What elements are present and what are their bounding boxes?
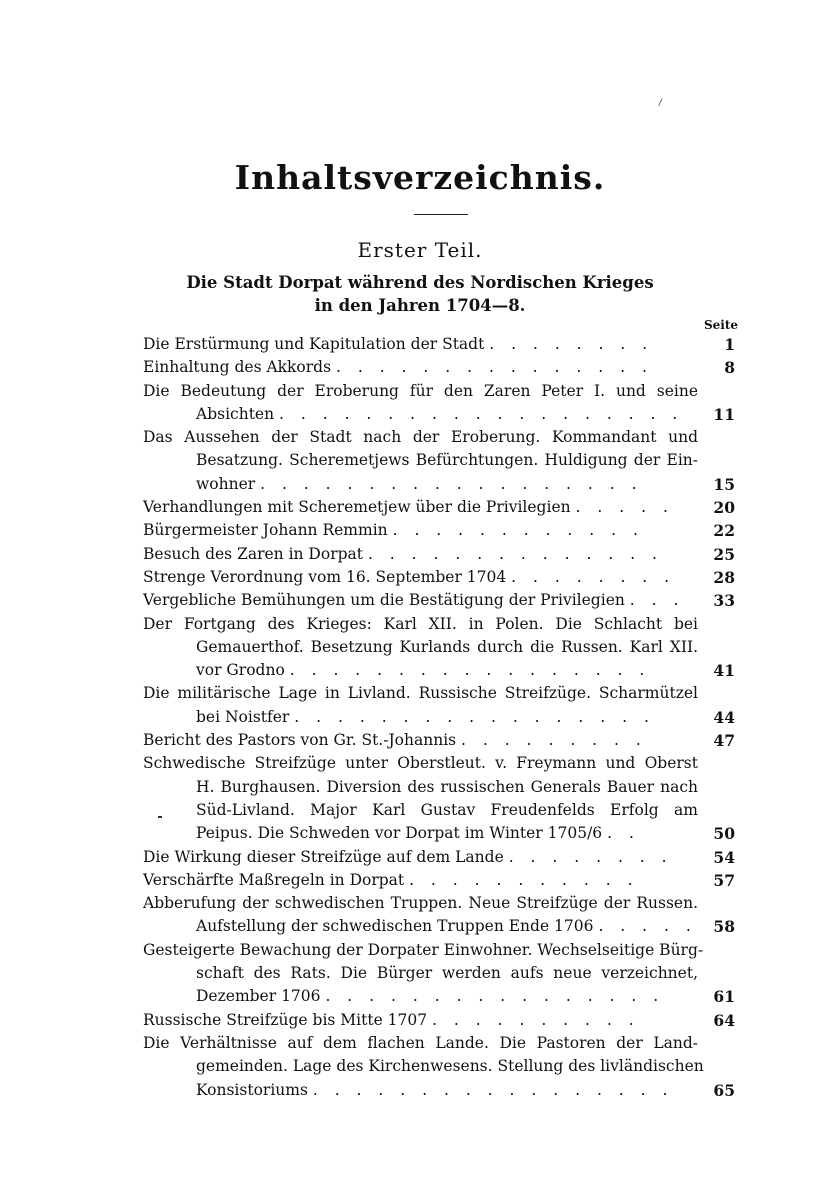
toc-page-number: 8 [724, 358, 735, 378]
toc-entry-text: bei Noistfer . . . . . . . . . . . . . . . . . [196, 707, 655, 726]
subtitle-line-1: Die Stadt Dorpat während des Nordischen Krieges [186, 273, 654, 292]
toc-entry [0, 543, 840, 566]
toc-page-number: 1 [724, 335, 735, 354]
toc-entry-text: Der Fortgang des Krieges: Karl XII. in Polen. Die Schlacht bei [143, 614, 698, 633]
table-of-contents [0, 333, 840, 1102]
toc-entry [0, 1032, 840, 1055]
title-divider [414, 214, 468, 215]
toc-entry [0, 729, 840, 752]
toc-entry-text: Peipus. Die Schweden vor Dorpat im Winter 1705/6 . . [196, 824, 640, 843]
toc-entry-text: Abberufung der schwedischen Truppen. Neue Streifzüge der Russen. [143, 894, 698, 913]
toc-entry-text: Besuch des Zaren in Dorpat . . . . . . . . . . . . . . [143, 544, 663, 563]
toc-entry-text: Absichten . . . . . . . . . . . . . . . . . . . [196, 404, 684, 423]
toc-page-number: 57 [713, 870, 735, 890]
toc-entry-text: schaft des Rats. Die Bürger werden aufs neue verzeichnet, [196, 964, 698, 983]
toc-entry-text: Russische Streifzüge bis Mitte 1707 . . . . . . . . . . [143, 1010, 640, 1029]
toc-entry [0, 356, 840, 379]
toc-entry-continuation [0, 473, 840, 496]
toc-entry [0, 682, 840, 705]
toc-entry-text: Bürgermeister Johann Remmin . . . . . . . . . . . . [143, 521, 644, 540]
toc-entry-continuation [0, 776, 840, 799]
toc-entry-text: Das Aussehen der Stadt nach der Eroberung. Kommandant und [143, 428, 698, 447]
toc-entry [0, 1009, 840, 1032]
page-column-label: Seite [703, 318, 738, 332]
toc-entry-text: Die militärische Lage in Livland. Russische Streifzüge. Scharmützel [143, 684, 698, 703]
toc-entry-text: Vergebliche Bemühungen um die Bestätigung der Privilegien . . . [143, 591, 685, 610]
toc-entry [0, 519, 840, 542]
toc-entry-text: Konsistoriums . . . . . . . . . . . . . . . . . [196, 1080, 674, 1099]
toc-page-number: 65 [713, 1080, 735, 1100]
toc-page-number: 47 [713, 731, 735, 751]
toc-entry-text: Gemauerthof. Besetzung Kurlands durch die Russen. Karl XII. [196, 637, 698, 656]
toc-entry-text: Die Verhältnisse auf dem flachen Lande. Die Pastoren der Land- [143, 1033, 698, 1052]
toc-entry-continuation [0, 915, 840, 938]
toc-entry-text: Strenge Verordnung vom 16. September 1704 . . . . . . . . [143, 567, 676, 586]
page-title: Inhaltsverzeichnis. [234, 158, 606, 197]
toc-entry-continuation [0, 962, 840, 985]
pencil-mark [658, 98, 662, 106]
toc-entry [0, 752, 840, 775]
toc-entry-continuation [0, 799, 840, 822]
toc-entry-continuation [0, 659, 840, 682]
toc-entry-continuation [0, 403, 840, 426]
toc-page-number: 28 [713, 567, 735, 587]
toc-entry-text: gemeinden. Lage des Kirchenwesens. Stellung des livländischen [196, 1057, 704, 1076]
toc-entry [0, 846, 840, 869]
toc-page-number: 41 [713, 661, 735, 681]
toc-entry [0, 566, 840, 589]
toc-page-number: 22 [713, 521, 735, 541]
toc-entry [0, 869, 840, 892]
toc-entry-text: Aufstellung der schwedischen Truppen Ende 1706 . . . . . [196, 917, 697, 936]
toc-entry-text: H. Burghausen. Diversion des russischen Generals Bauer nach [196, 777, 698, 796]
toc-entry-continuation [0, 822, 840, 845]
toc-page-number: 15 [713, 474, 735, 494]
toc-page-number: 50 [713, 824, 735, 844]
toc-entry [0, 589, 840, 612]
toc-entry-text: Einhaltung des Akkords . . . . . . . . . . . . . . . [143, 358, 653, 377]
toc-entry-text: Dezember 1706 . . . . . . . . . . . . . . . . [196, 987, 665, 1006]
toc-entry [0, 892, 840, 915]
toc-entry-text: Verschärfte Maßregeln in Dorpat . . . . . . . . . . . [143, 870, 639, 889]
toc-page-number: 64 [713, 1010, 735, 1030]
toc-entry-continuation [0, 1055, 840, 1078]
toc-page-number: 44 [713, 707, 735, 727]
toc-entry-text: wohner . . . . . . . . . . . . . . . . . . [196, 474, 643, 493]
toc-page-number: 54 [713, 847, 735, 867]
toc-entry [0, 613, 840, 636]
toc-page-number: 61 [713, 987, 735, 1007]
toc-entry-continuation [0, 706, 840, 729]
toc-entry [0, 496, 840, 519]
toc-page-number: 58 [713, 917, 735, 937]
toc-entry [0, 380, 840, 403]
toc-entry-text: Gesteigerte Bewachung der Dorpater Einwohner. Wechselseitige Bürg- [143, 940, 704, 959]
toc-page-number: 33 [713, 591, 735, 611]
toc-entry-text: Die Wirkung dieser Streifzüge auf dem Lande . . . . . . . . [143, 847, 673, 866]
toc-entry-text: Süd-Livland. Major Karl Gustav Freudenfelds Erfolg am [196, 800, 698, 819]
toc-entry-continuation [0, 1079, 840, 1102]
toc-page-number: 20 [713, 498, 735, 518]
toc-entry-continuation [0, 449, 840, 472]
toc-entry-continuation [0, 985, 840, 1008]
toc-entry-text: Besatzung. Scheremetjews Befürchtungen. Huldigung der Ein- [196, 451, 698, 470]
toc-page-number: 11 [713, 404, 735, 424]
toc-entry-text: Die Erstürmung und Kapitulation der Stadt . . . . . . . . [143, 335, 654, 353]
part-heading: Erster Teil. [357, 238, 483, 262]
toc-entry-text: Die Bedeutung der Eroberung für den Zaren Peter I. und seine [143, 381, 698, 400]
toc-entry [0, 333, 840, 356]
toc-entry-text: Bericht des Pastors von Gr. St.-Johannis . . . . . . . . . [143, 731, 647, 750]
toc-entry-text: Schwedische Streifzüge unter Oberstleut. v. Freymann und Oberst [143, 754, 698, 773]
toc-entry [0, 939, 840, 962]
subtitle-line-2: in den Jahren 1704—8. [314, 296, 526, 315]
toc-entry-text: Verhandlungen mit Scheremetjew über die Privilegien . . . . . [143, 498, 674, 517]
toc-entry [0, 426, 840, 449]
toc-entry-continuation [0, 636, 840, 659]
toc-entry-text: vor Grodno . . . . . . . . . . . . . . . . . [196, 661, 651, 680]
toc-page-number: 25 [713, 544, 735, 564]
